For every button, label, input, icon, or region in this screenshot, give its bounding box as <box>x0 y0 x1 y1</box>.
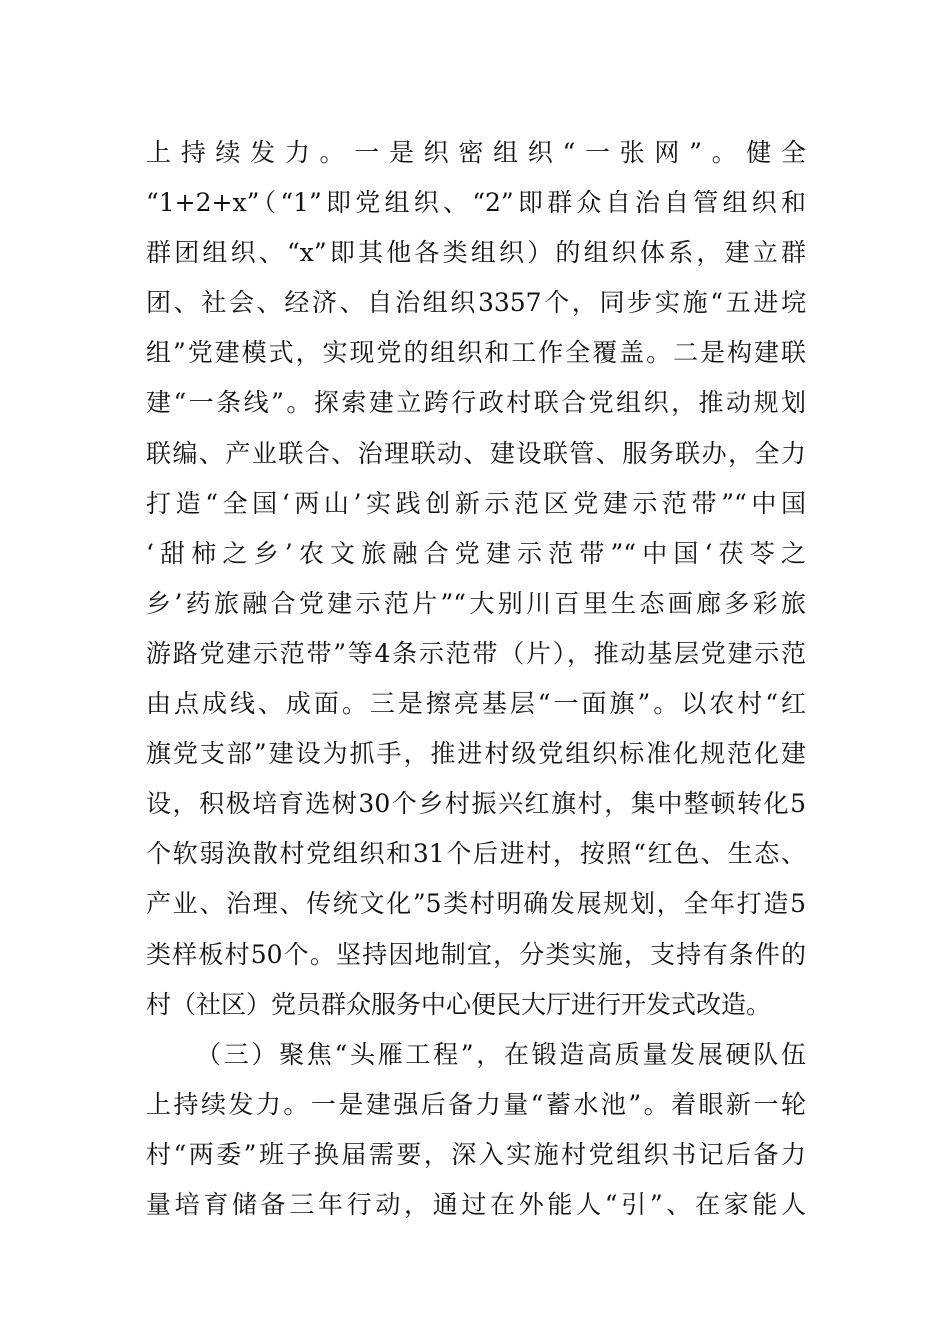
text-line: 打造“全国‘两山’实践创新示范区党建示范带”“中国 <box>146 488 806 518</box>
text-line: 联编、产业联合、治理联动、建设联管、服务联办，全力 <box>146 438 806 468</box>
text-line: 上持续发力。一是织密组织“一张网”。健全 <box>146 138 806 167</box>
text-line: 旗党支部”建设为抓手，推进村级党组织标准化规范化建 <box>146 739 806 769</box>
body-text <box>146 128 806 1230</box>
text-line: 个软弱涣散村党组织和31个后进村，按照“红色、生态、 <box>146 839 806 869</box>
text-line: 群团组织、“x”即其他各类组织）的组织体系，建立群 <box>146 238 806 268</box>
text-line: 村“两委”班子换届需要，深入实施村党组织书记后备力 <box>146 1139 806 1169</box>
text-line: 由点成线、成面。三是擦亮基层“一面旗”。以农村“红 <box>146 689 806 719</box>
text-line: 设，积极培育选树30个乡村振兴红旗村，集中整顿转化5 <box>146 789 806 819</box>
text-line: 乡’药旅融合党建示范片”“大别川百里生态画廊多彩旅 <box>146 588 806 618</box>
paragraph-end-line: 村（社区）党员群众服务中心便民大厅进行开发式改造。 <box>146 989 772 1019</box>
text-line: 游路党建示范带”等4条示范带（片），推动基层党建示范 <box>146 638 806 668</box>
text-line: 量培育储备三年行动，通过在外能人“引”、在家能人 <box>146 1189 806 1219</box>
text-line: 组”党建模式，实现党的组织和工作全覆盖。二是构建联 <box>146 338 806 368</box>
text-line: 类样板村50个。坚持因地制宜，分类实施，支持有条件的 <box>146 939 806 969</box>
text-line: “1+2+x”（“1”即党组织、“2”即群众自治自管组织和 <box>146 188 806 218</box>
text-line: 团、社会、经济、自治组织3357个，同步实施“五进垸 <box>146 288 806 318</box>
text-line: ‘甜柿之乡’农文旅融合党建示范带”“中国‘茯苓之 <box>146 538 806 568</box>
text-line: 上持续发力。一是建强后备力量“蓄水池”。着眼新一轮 <box>146 1089 806 1119</box>
text-line: 产业、治理、传统文化”5类村明确发展规划，全年打造5 <box>146 889 806 919</box>
text-line: 建“一条线”。探索建立跨行政村联合党组织，推动规划 <box>146 388 806 418</box>
section-heading-line: （三）聚焦“头雁工程”，在锻造高质量发展硬队伍 <box>196 1039 806 1069</box>
